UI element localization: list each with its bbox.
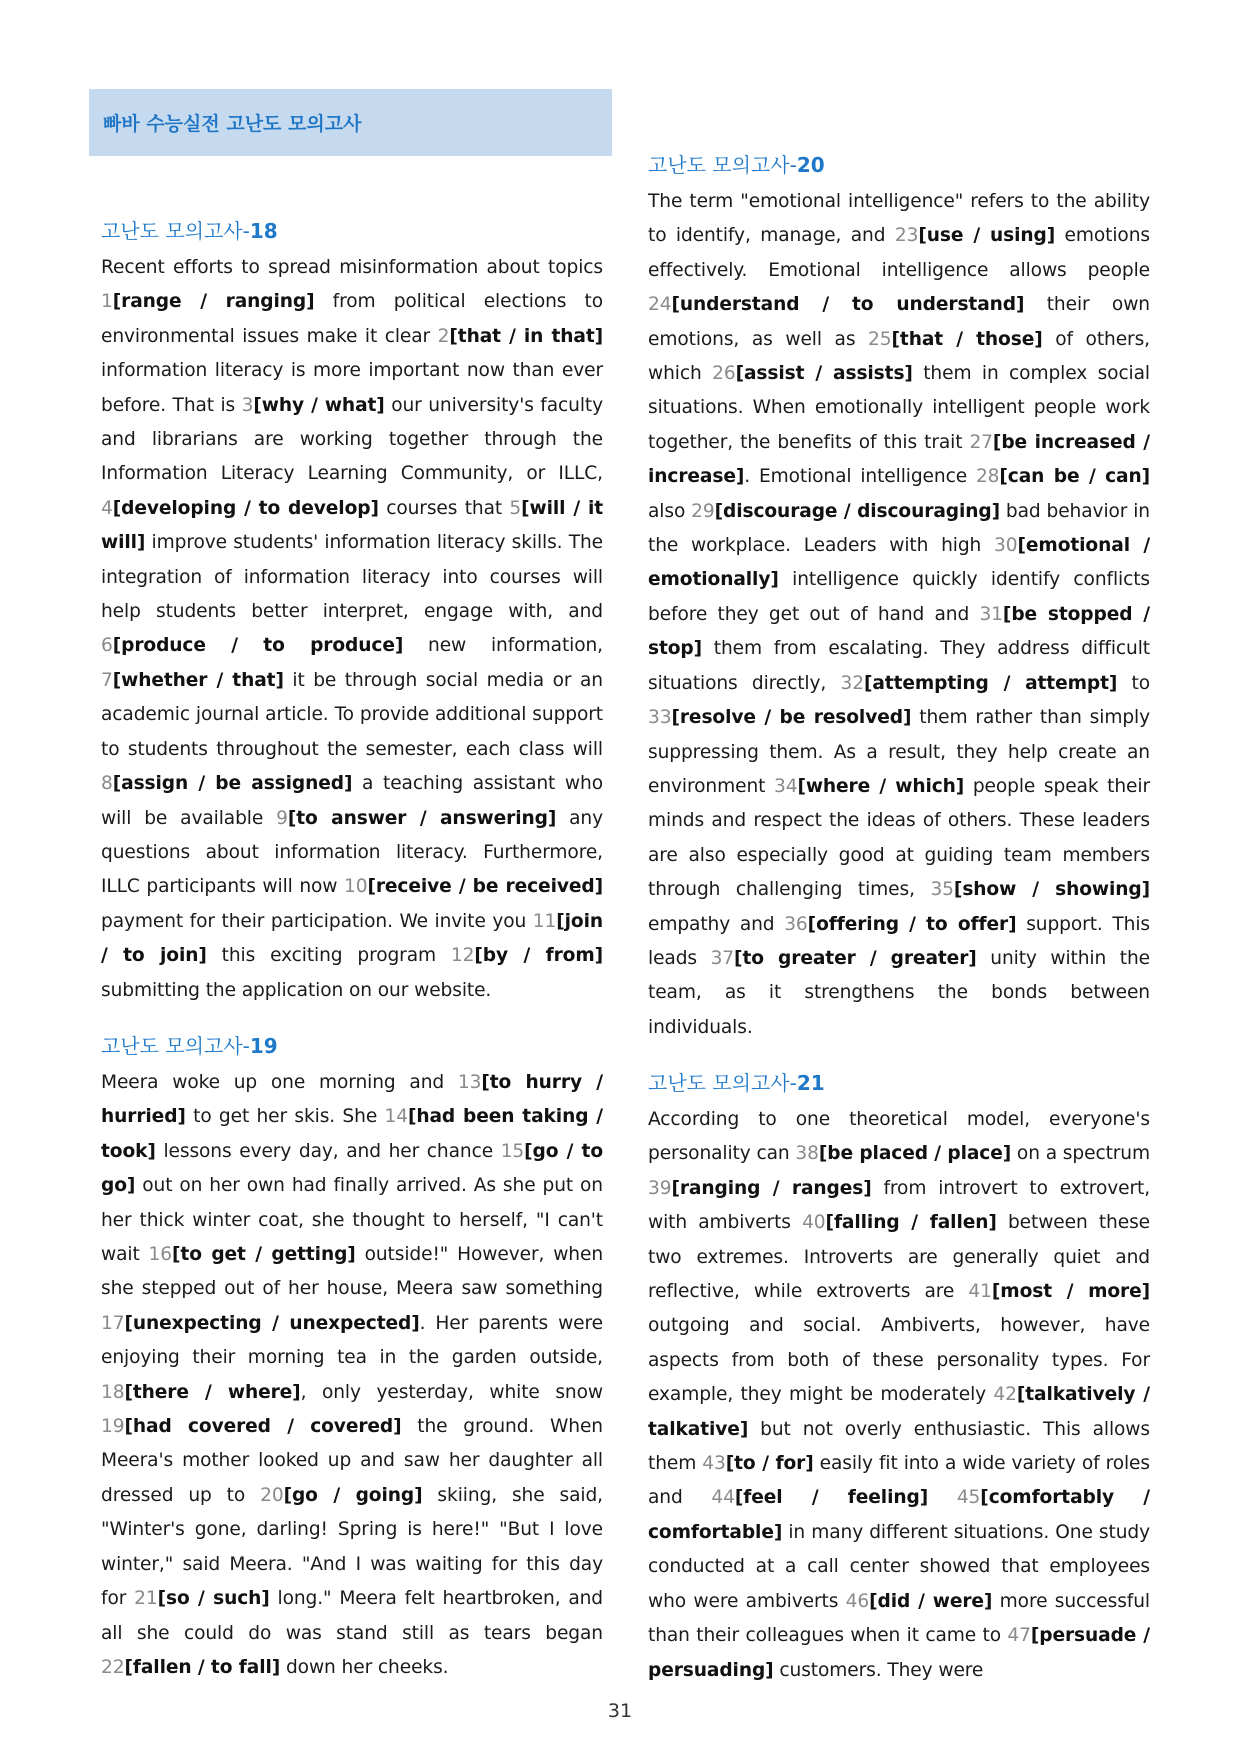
answer-choice: [show / showing]: [953, 879, 1150, 901]
section-title-number: 19: [249, 1034, 278, 1058]
passage-segment: unity within the team, as it strengthens the bonds between individuals.: [648, 947, 1150, 1038]
passage-segment: it be through social media or an academic journal article. To provide additional support to students throughout the semester, each class will: [101, 669, 603, 760]
question-number: 23: [894, 225, 919, 247]
question-number: 1: [101, 291, 113, 313]
section-title-prefix: 고난도 모의고사-: [101, 219, 250, 243]
question-number: 33: [648, 707, 672, 729]
question-number: 42: [993, 1384, 1017, 1406]
section-18: [101, 219, 603, 1008]
answer-choice: [had covered / covered]: [124, 1416, 402, 1438]
question-number: 27: [969, 431, 993, 453]
question-number: 34: [773, 775, 798, 797]
section-19: [101, 1034, 603, 1685]
answer-choice: [emotional / emotionally]: [648, 535, 1151, 591]
passage-segment: Meera woke up one morning and: [101, 1072, 458, 1093]
section-title: [648, 1071, 1150, 1095]
question-number: 16: [148, 1244, 173, 1266]
answer-choice: [use / using]: [918, 225, 1056, 247]
answer-choice: [whether / that]: [112, 669, 284, 691]
section-title: [648, 153, 1150, 177]
question-number: 36: [784, 913, 808, 935]
question-number: 9: [276, 807, 288, 829]
answer-choice: [attempting / attempt]: [863, 672, 1118, 694]
passage-text: [101, 251, 603, 1008]
passage-segment: customers. They were: [773, 1659, 984, 1681]
answer-choice: [to hurry / hurried]: [101, 1072, 603, 1128]
passage-segment: also: [648, 500, 692, 522]
passage-segment: this exciting program: [206, 945, 451, 967]
answer-choice: [that / in that]: [449, 325, 604, 347]
passage-segment: more successful than their colleagues when it came to: [648, 1590, 1150, 1647]
answer-choice: [why / what]: [253, 394, 385, 416]
section-title: [101, 1034, 603, 1058]
passage-segment: from political elections to environmental issues make it clear: [101, 291, 603, 347]
section-title-prefix: 고난도 모의고사-: [648, 1071, 797, 1095]
passage-segment: from introvert to extrovert, with ambiverts: [648, 1177, 1151, 1234]
passage-segment: the ground. When Meera's mother looked up and saw her daughter all dressed up to: [101, 1416, 603, 1506]
answer-choice: [to get / getting]: [172, 1244, 356, 1266]
answer-choice: [talkatively / talkative]: [648, 1384, 1150, 1440]
answer-choice: [ranging / ranges]: [671, 1177, 872, 1199]
question-number: 46: [845, 1590, 870, 1612]
question-number: 37: [710, 947, 735, 969]
passage-segment: , only yesterday, white snow: [300, 1381, 603, 1403]
question-number: 14: [384, 1106, 408, 1128]
section-title-prefix: 고난도 모의고사-: [101, 1034, 250, 1058]
passage-segment: between these two extremes. Introverts are generally quiet and reflective, while extroverts are: [648, 1212, 1151, 1303]
question-number: 38: [795, 1143, 819, 1165]
answer-choice: [resolve / be resolved]: [671, 707, 912, 729]
passage-segment: submitting the application on our website.: [101, 979, 492, 1001]
question-number: 10: [343, 876, 368, 898]
answer-choice: [to answer / answering]: [287, 807, 557, 829]
answer-choice: [join / to join]: [101, 910, 603, 967]
passage-segment: out on her own had finally arrived. As she put on her thick winter coat, she thought to herself, "I can't wait: [101, 1175, 603, 1266]
section-title: [101, 219, 603, 243]
answer-choice: [falling / fallen]: [825, 1212, 997, 1234]
passage-segment: information literacy is more important now than ever before. That is: [101, 360, 603, 416]
passage-segment: outgoing and social. Ambiverts, however, have aspects from both of these personality types. For example, they might be moderately: [648, 1315, 1150, 1406]
question-number: 13: [457, 1072, 482, 1093]
passage-segment: a teaching assistant who will be available: [101, 773, 603, 829]
question-number: 32: [840, 672, 864, 694]
question-number: 19: [101, 1416, 125, 1438]
passage-text: [648, 1103, 1150, 1688]
passage-segment: to get her skis. She: [185, 1106, 385, 1128]
section-title-number: 20: [796, 153, 825, 177]
answer-choice: [so / such]: [157, 1588, 270, 1610]
question-number: 40: [802, 1212, 826, 1234]
passage-segment: emotions effectively. Emotional intelligence allows people: [648, 225, 1150, 281]
question-number: 45: [956, 1487, 981, 1509]
passage-segment: them in complex social situations. When emotionally intelligent people work together, the benefits of this trait: [648, 363, 1150, 453]
passage-segment: on a spectrum: [1011, 1143, 1150, 1165]
answer-choice: [there / where]: [124, 1381, 301, 1403]
answer-choice: [fallen / to fall]: [124, 1656, 281, 1678]
section-title-number: 21: [796, 1071, 825, 1095]
question-number: 24: [648, 294, 672, 316]
answer-choice: [persuade / persuading]: [648, 1625, 1150, 1681]
passage-segment: their own emotions, as well as: [648, 294, 1150, 350]
question-number: 4: [101, 497, 113, 519]
answer-choice: [assign / be assigned]: [112, 773, 353, 795]
passage-segment: our university's faculty and librarians are working together through the Information Literacy Learning Community, or ILLC,: [101, 394, 604, 485]
passage-segment: empathy and: [648, 913, 785, 935]
passage-segment: long." Meera felt heartbroken, and all she could do was stand still as tears began: [101, 1588, 604, 1644]
question-number: 7: [101, 669, 113, 691]
section-title-number: 18: [249, 219, 278, 243]
question-number: 44: [711, 1487, 735, 1509]
answer-choice: [where / which]: [797, 775, 965, 797]
passage-segment: [928, 1487, 957, 1508]
answer-choice: [offering / to offer]: [807, 913, 1017, 935]
answer-choice: [go / going]: [283, 1484, 423, 1506]
passage-segment: to: [1117, 672, 1150, 694]
question-number: 5: [509, 497, 522, 519]
answer-choice: [to greater / greater]: [734, 947, 977, 969]
question-number: 11: [532, 910, 557, 932]
passage-text: [648, 185, 1150, 1045]
header-banner: [89, 89, 612, 156]
question-number: 25: [868, 328, 892, 350]
answer-choice: [comfortably / comfortable]: [648, 1487, 1151, 1543]
answer-choice: [will / it will]: [101, 497, 604, 554]
section-21: [648, 1071, 1150, 1688]
answer-choice: [be stopped / stop]: [648, 603, 1150, 660]
question-number: 20: [260, 1484, 284, 1506]
passage-segment: people speak their minds and respect the ideas of others. These leaders are also especially good at guiding team members through challenging times,: [648, 775, 1150, 901]
question-number: 18: [101, 1381, 125, 1403]
question-number: 15: [500, 1140, 525, 1162]
answer-choice: [by / from]: [474, 945, 603, 967]
answer-choice: [that / those]: [891, 328, 1043, 350]
section-20: [648, 153, 1150, 1045]
question-number: 2: [437, 325, 450, 347]
answer-choice: [did / were]: [869, 1590, 993, 1612]
passage-segment: easily fit into a wide variety of roles and: [648, 1453, 1150, 1509]
question-number: 31: [979, 603, 1003, 625]
passage-segment: down her cheeks.: [280, 1656, 449, 1678]
passage-segment: payment for their participation. We invite you: [101, 910, 533, 932]
passage-segment: outside!" However, when she stepped out of her house, Meera saw something: [101, 1244, 604, 1300]
question-number: 12: [450, 945, 475, 967]
passage-segment: them from escalating. They address difficult situations directly,: [648, 638, 1150, 694]
question-number: 29: [691, 500, 715, 522]
answer-choice: [be increased / increase]: [648, 431, 1150, 488]
passage-segment: intelligence quickly identify conflicts before they get out of hand and: [648, 569, 1150, 625]
answer-choice: [to / for]: [725, 1453, 814, 1475]
answer-choice: [developing / to develop]: [112, 497, 379, 519]
answer-choice: [go / to go]: [101, 1140, 604, 1197]
question-number: 28: [975, 466, 1000, 488]
answer-choice: [discourage / discouraging]: [714, 500, 1000, 522]
answer-choice: [receive / be received]: [367, 876, 603, 898]
passage-segment: . Her parents were enjoying their morning tea in the garden outside,: [101, 1312, 603, 1369]
question-number: 22: [101, 1656, 125, 1678]
answer-choice: [can be / can]: [999, 466, 1150, 488]
section-title-prefix: 고난도 모의고사-: [648, 153, 797, 177]
passage-text: [101, 1066, 603, 1685]
question-number: 47: [1007, 1625, 1031, 1647]
answer-choice: [feel / feeling]: [734, 1487, 929, 1509]
answer-choice: [produce / to produce]: [112, 635, 404, 657]
answer-choice: [unexpecting / unexpected]: [124, 1312, 420, 1334]
question-number: 39: [648, 1177, 672, 1199]
question-number: 21: [134, 1588, 158, 1610]
passage-segment: any questions about information literacy. Furthermore, ILLC participants will now: [101, 807, 604, 898]
question-number: 6: [101, 635, 113, 657]
passage-segment: support. This leads: [648, 913, 1150, 969]
question-number: 35: [930, 879, 954, 901]
passage-segment: . Emotional intelligence: [744, 466, 976, 488]
answer-choice: [be placed / place]: [818, 1143, 1012, 1165]
passage-segment: The term "emotional intelligence" refers to the ability to identify, manage, and: [648, 191, 1150, 247]
answer-choice: [had been taking / took]: [101, 1106, 603, 1162]
question-number: 17: [101, 1312, 125, 1334]
header-title: 빠바 수능실전 고난도 모의고사: [103, 113, 362, 135]
passage-segment: skiing, she said, "Winter's gone, darling! Spring is here!" "But I love winter," said Meera. "And I was waiting for this day for: [101, 1484, 603, 1610]
passage-segment: of others, which: [648, 328, 1150, 385]
passage-segment: bad behavior in the workplace. Leaders with high: [648, 500, 1150, 557]
passage-segment: According to one theoretical model, everyone's personality can: [648, 1109, 1150, 1165]
answer-choice: [assist / assists]: [735, 363, 913, 385]
passage-segment: in many different situations. One study conducted at a call center showed that employees who were ambiverts: [648, 1521, 1150, 1612]
question-number: 43: [702, 1453, 726, 1475]
passage-segment: new information,: [403, 635, 603, 657]
question-number: 3: [241, 394, 254, 416]
page-number: 31: [607, 1700, 633, 1722]
answer-choice: [understand / to understand]: [671, 294, 1025, 316]
passage-segment: courses that: [378, 497, 510, 519]
passage-segment: lessons every day, and her chance: [155, 1140, 501, 1162]
passage-segment: Recent efforts to spread misinformation about topics: [101, 257, 603, 278]
answer-choice: [most / more]: [991, 1281, 1151, 1303]
question-number: 8: [101, 773, 113, 795]
passage-segment: them rather than simply suppressing them. As a result, they help create an environment: [648, 707, 1151, 797]
passage-segment: but not overly enthusiastic. This allows them: [648, 1418, 1150, 1475]
passage-segment: improve students' information literacy skills. The integration of information literacy into courses will help students better interpret, engage with, and: [101, 532, 603, 623]
question-number: 41: [968, 1281, 992, 1303]
question-number: 30: [994, 535, 1018, 557]
answer-choice: [range / ranging]: [112, 291, 315, 313]
question-number: 26: [712, 363, 736, 385]
